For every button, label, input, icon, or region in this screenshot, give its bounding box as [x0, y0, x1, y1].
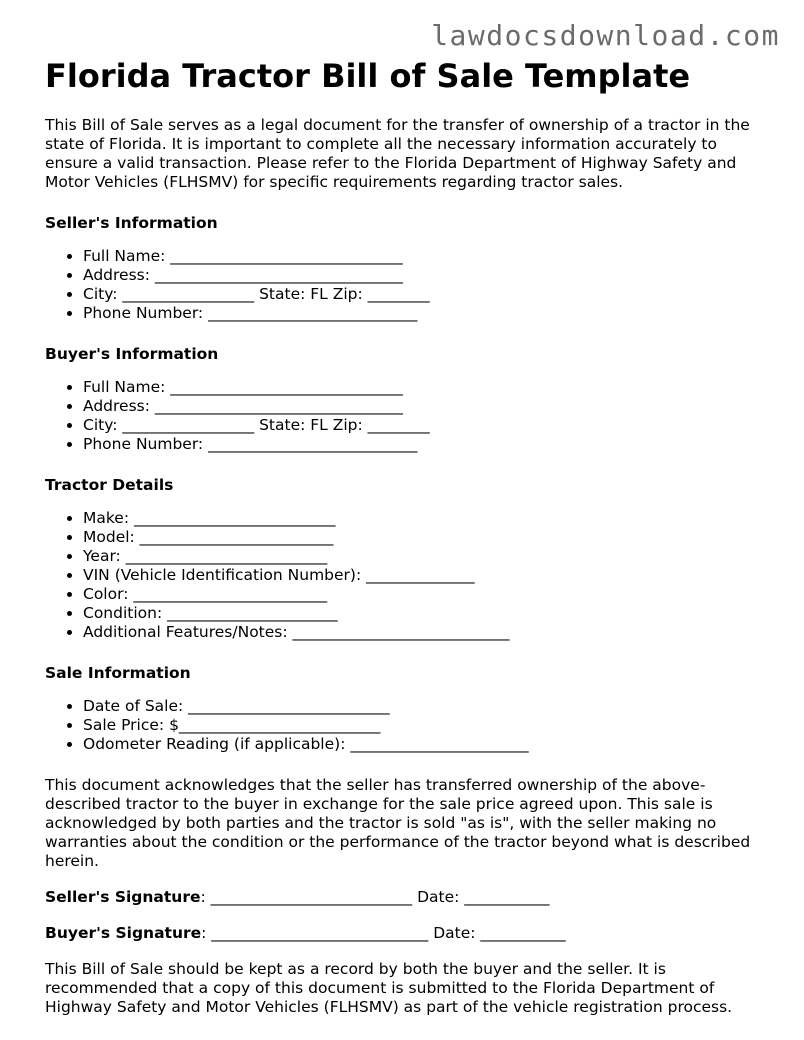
seller-list — [45, 247, 770, 323]
tractor-year-field: • Year: __________________________ — [83, 547, 770, 566]
sale-price-field: • Sale Price: $__________________________ — [83, 716, 770, 735]
seller-city-state-zip-field: • City: _________________ State: FL Zip: ________ — [83, 285, 770, 304]
tractor-make-field: • Make: __________________________ — [83, 509, 770, 528]
buyer-address-field: • Address: ________________________________ — [83, 397, 770, 416]
tractor-notes-field: • Additional Features/Notes: ____________________________ — [83, 623, 770, 642]
tractor-heading: Tractor Details — [45, 476, 174, 494]
seller-address-field: • Address: ________________________________ — [83, 266, 770, 285]
sale-heading: Sale Information — [45, 664, 191, 682]
seller-signature-line — [45, 888, 770, 907]
odometer-field: • Odometer Reading (if applicable): _______________________ — [83, 735, 770, 754]
buyer-heading: Buyer's Information — [45, 345, 219, 363]
seller-signature-label: Seller's Signature — [45, 888, 201, 906]
document-body — [45, 56, 770, 1017]
tractor-color-field: • Color: _________________________ — [83, 585, 770, 604]
seller-full-name-field: • Full Name: ______________________________ — [83, 247, 770, 266]
seller-heading: Seller's Information — [45, 214, 218, 232]
buyer-list — [45, 378, 770, 454]
buyer-full-name-field: • Full Name: ______________________________ — [83, 378, 770, 397]
tractor-model-field: • Model: _________________________ — [83, 528, 770, 547]
buyer-signature-label: Buyer's Signature — [45, 924, 202, 942]
intro-paragraph: This Bill of Sale serves as a legal document for the transfer of ownership of a tractor in the state of Florida. It is important to complete all the necessary information accurately to ensure a valid transaction. Please refer to the Florida Department of Highway Safety and Motor Vehicles (FLHSMV) for specific requirements regarding tractor sales. — [45, 116, 750, 191]
sale-date-field: • Date of Sale: __________________________ — [83, 697, 770, 716]
watermark-text: lawdocsdownload.com — [431, 19, 780, 52]
tractor-vin-field: • VIN (Vehicle Identification Number): ______________ — [83, 566, 770, 585]
tractor-condition-field: • Condition: ______________________ — [83, 604, 770, 623]
buyer-signature-blank: : ____________________________ Date: ___________ — [201, 924, 566, 942]
buyer-phone-field: • Phone Number: ___________________________ — [83, 435, 770, 454]
closing-paragraph: This Bill of Sale should be kept as a record by both the buyer and the seller. It is recommended that a copy of this document is submitted to the Florida Department of Highway Safety and Motor Vehicles (FLHSMV) as part of the vehicle registration process. — [45, 960, 733, 1016]
acknowledgment-paragraph: This document acknowledges that the seller has transferred ownership of the above-described tractor to the buyer in exchange for the sale price agreed upon. This sale is acknowledged by both parties and the tractor is sold "as is", with the seller making no warranties about the condition or the performance of the tractor beyond what is described herein. — [45, 776, 751, 870]
page-title: Florida Tractor Bill of Sale Template — [45, 57, 691, 95]
buyer-signature-line — [45, 924, 770, 943]
buyer-city-state-zip-field: • City: _________________ State: FL Zip: ________ — [83, 416, 770, 435]
tractor-list — [45, 509, 770, 642]
sale-list — [45, 697, 770, 754]
seller-phone-field: • Phone Number: ___________________________ — [83, 304, 770, 323]
seller-signature-blank: : __________________________ Date: ___________ — [200, 888, 550, 906]
